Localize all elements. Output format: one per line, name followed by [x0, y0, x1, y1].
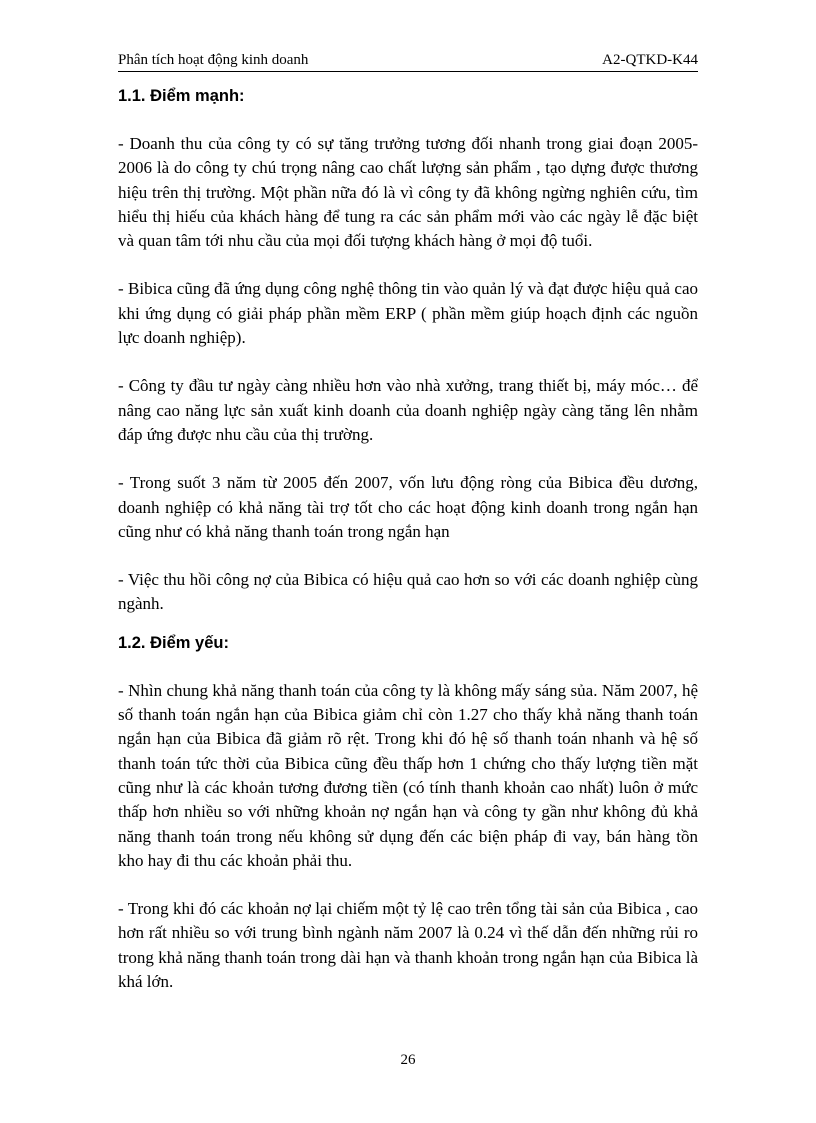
page-header [118, 52, 698, 72]
page-number: 26 [400, 1052, 416, 1068]
header-divider [118, 71, 698, 72]
paragraph: - Trong khi đó các khoản nợ lại chiếm một tỷ lệ cao trên tổng tài sản của Bibica , cao hơn rất nhiều so với trung bình ngành năm 2007 là 0.24 vì thế dẫn đến những rủi ro trong khả năng thanh toán trong dài hạn và thanh khoản trong ngắn hạn của Bibica là khá lớn. [118, 899, 698, 992]
paragraph: - Trong suốt 3 năm từ 2005 đến 2007, vốn lưu động ròng của Bibica đều dương, doanh nghiệp có khả năng tài trợ tốt cho các hoạt động kinh doanh trong ngắn hạn cũng như có khả năng thanh toán trong ngắn hạn [118, 473, 698, 541]
paragraph: - Bibica cũng đã ứng dụng công nghệ thông tin vào quản lý và đạt được hiệu quả cao khi ứng dụng có giải pháp phần mềm ERP ( phần mềm giúp hoạch định các nguồn lực doanh nghiệp). [118, 279, 698, 348]
paragraph: - Doanh thu của công ty có sự tăng trưởng tương đối nhanh trong giai đoạn 2005-2006 là do công ty chú trọng nâng cao chất lượng sản phẩm , tạo dựng được thương hiệu trên thị trường. Một phần nữa đó là vì công ty đã không ngừng nghiên cứu, tìm hiểu thị hiếu của khách hàng để tung ra các sản phẩm mới vào các ngày lễ đặc biệt và quan tâm tới nhu cầu của mọi đối tượng khách hàng ở mọi độ tuổi. [118, 134, 698, 251]
paragraph: - Công ty đầu tư ngày càng nhiều hơn vào nhà xưởng, trang thiết bị, máy móc… để nâng cao năng lực sản xuất kinh doanh của doanh nghiệp ngày càng tăng lên nhằm đáp ứng được nhu cầu của thị trường. [118, 376, 698, 444]
paragraph: - Việc thu hồi công nợ của Bibica có hiệu quả cao hơn so với các doanh nghiệp cùng ngành. [118, 570, 698, 614]
header-code: A2-QTKD-K44 [602, 52, 698, 68]
header-title: Phân tích hoạt động kinh doanh [118, 52, 309, 68]
page-body [118, 84, 698, 994]
section-heading-weaknesses: 1.2. Điểm yếu: [118, 633, 229, 652]
section-heading-strengths: 1.1. Điểm mạnh: [118, 87, 245, 105]
paragraph: - Nhìn chung khả năng thanh toán của công ty là không mấy sáng sủa. Năm 2007, hệ số thanh toán ngắn hạn của Bibica giảm chỉ còn 1.27 cho thấy khả năng thanh toán ngắn hạn của Bibica đã giảm rõ rệt. Trong khi đó hệ số thanh toán nhanh và hệ số thanh toán tức thời của Bibica cũng đều thấp hơn 1 chứng cho thấy lượng tiền mặt cũng như là các khoản tương đương tiền (có tính thanh khoản cao nhất) luôn ở mức thấp hơn nhiều so với những khoản nợ ngắn hạn và công ty gần như không đủ khả năng thanh toán trong nếu không sử dụng đến các biện pháp đi vay, bán hàng tồn kho hay đi thu các khoản phải thu. [118, 680, 698, 870]
